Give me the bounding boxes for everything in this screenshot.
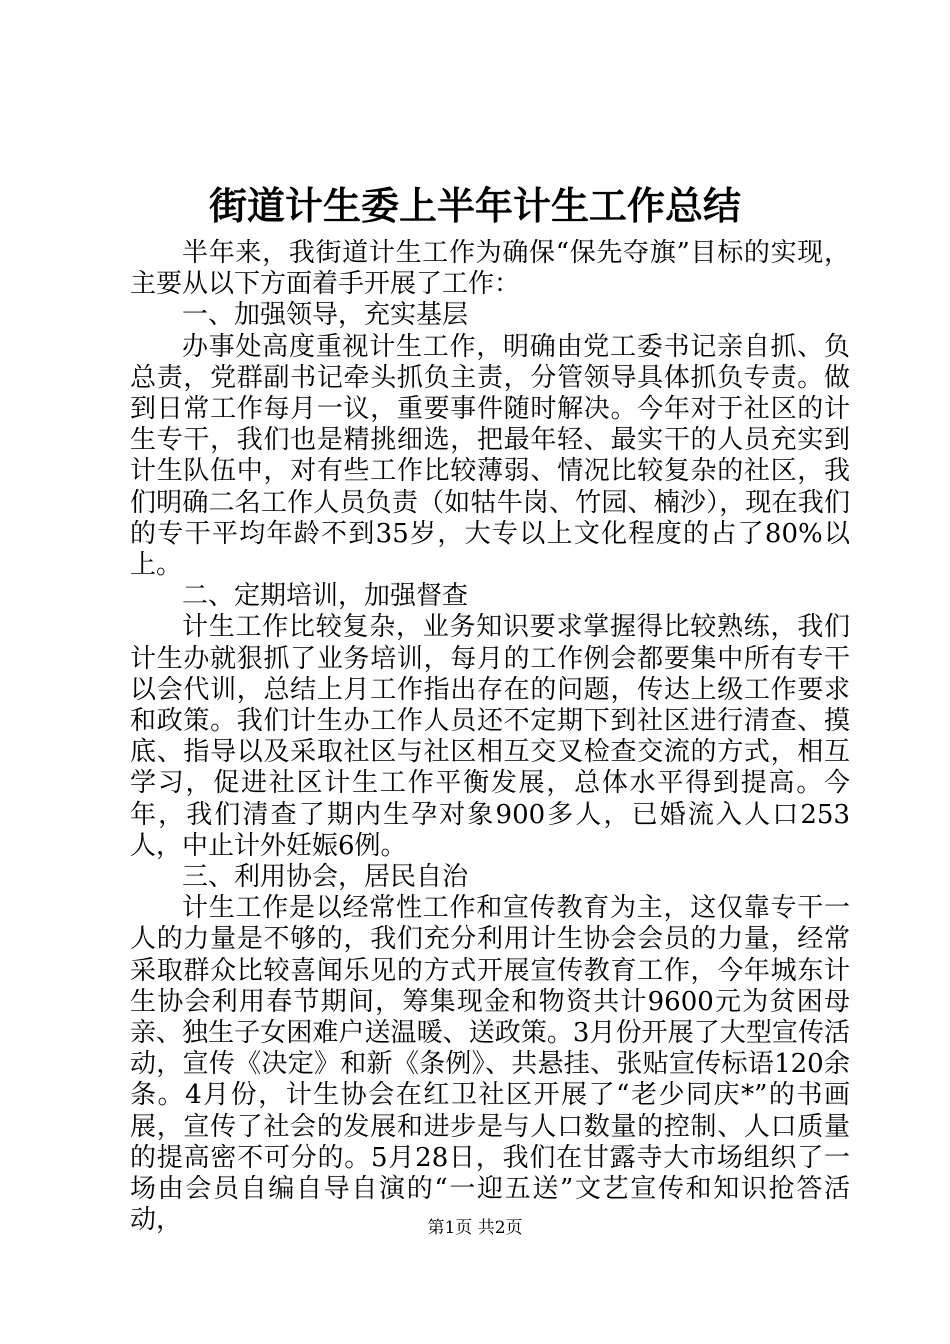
section-heading-1: 一、加强领导，充实基层 [182,300,469,331]
section-heading-3: 三、利用协会，居民自治 [182,862,469,893]
document-title: 街道计生委上半年计生工作总结 [208,184,741,228]
paragraph-section-1: 办事处高度重视计生工作，明确由党工委书记亲自抓、负总责，党群副书记牵头抓负主责，分管领导具体抓负专责。做到日常工作每月一议，重要事件随时解决。今年对于社区的计生专干，我们也是精挑细选，把最年轻、最实干的人员充实到计生队伍中，对有些工作比较薄弱、情况比较复杂的社区，我们明确二名工作人员负责（如牯牛岗、竹园、楠沙），现在我们的专干平均年龄不到35岁，大专以上文化程度的占了80%以上。 [130,331,850,581]
page-footer: 第1页 共2页 [427,1218,523,1238]
paragraph-intro: 半年来，我街道计生工作为确保“保先夺旗”目标的实现，主要从以下方面着手开展了工作： [130,238,850,300]
document-body [130,238,850,1237]
paragraph-section-3: 计生工作是以经常性工作和宣传教育为主，这仅靠专干一人的力量是不够的，我们充分利用计生协会会员的力量，经常采取群众比较喜闻乐见的方式开展宣传教育工作，今年城东计生协会利用春节期间，筹集现金和物资共计9600元为贫困母亲、独生子女困难户送温暖、送政策。3月份开展了大型宣传活动，宣传《决定》和新《条例》、共悬挂、张贴宣传标语120余条。4月份，计生协会在红卫社区开展了“老少同庆*”的书画展，宣传了社会的发展和进步是与人口数量的控制、人口质量的提高密不可分的。5月28日，我们在甘露寺大市场组织了一场由会员自编自导自演的“一迎五送”文艺宣传和知识抢答活动， [130,893,850,1236]
paragraph-section-2: 计生工作比较复杂，业务知识要求掌握得比较熟练，我们计生办就狠抓了业务培训，每月的工作例会都要集中所有专干以会代训，总结上月工作指出存在的问题，传达上级工作要求和政策。我们计生办工作人员还不定期下到社区进行清查、摸底、指导以及采取社区与社区相互交叉检查交流的方式，相互学习，促进社区计生工作平衡发展，总体水平得到提高。今年，我们清查了期内生孕对象900多人，已婚流入人口253人，中止计外妊娠6例。 [130,612,850,861]
section-heading-2: 二、定期培训，加强督查 [182,581,469,612]
